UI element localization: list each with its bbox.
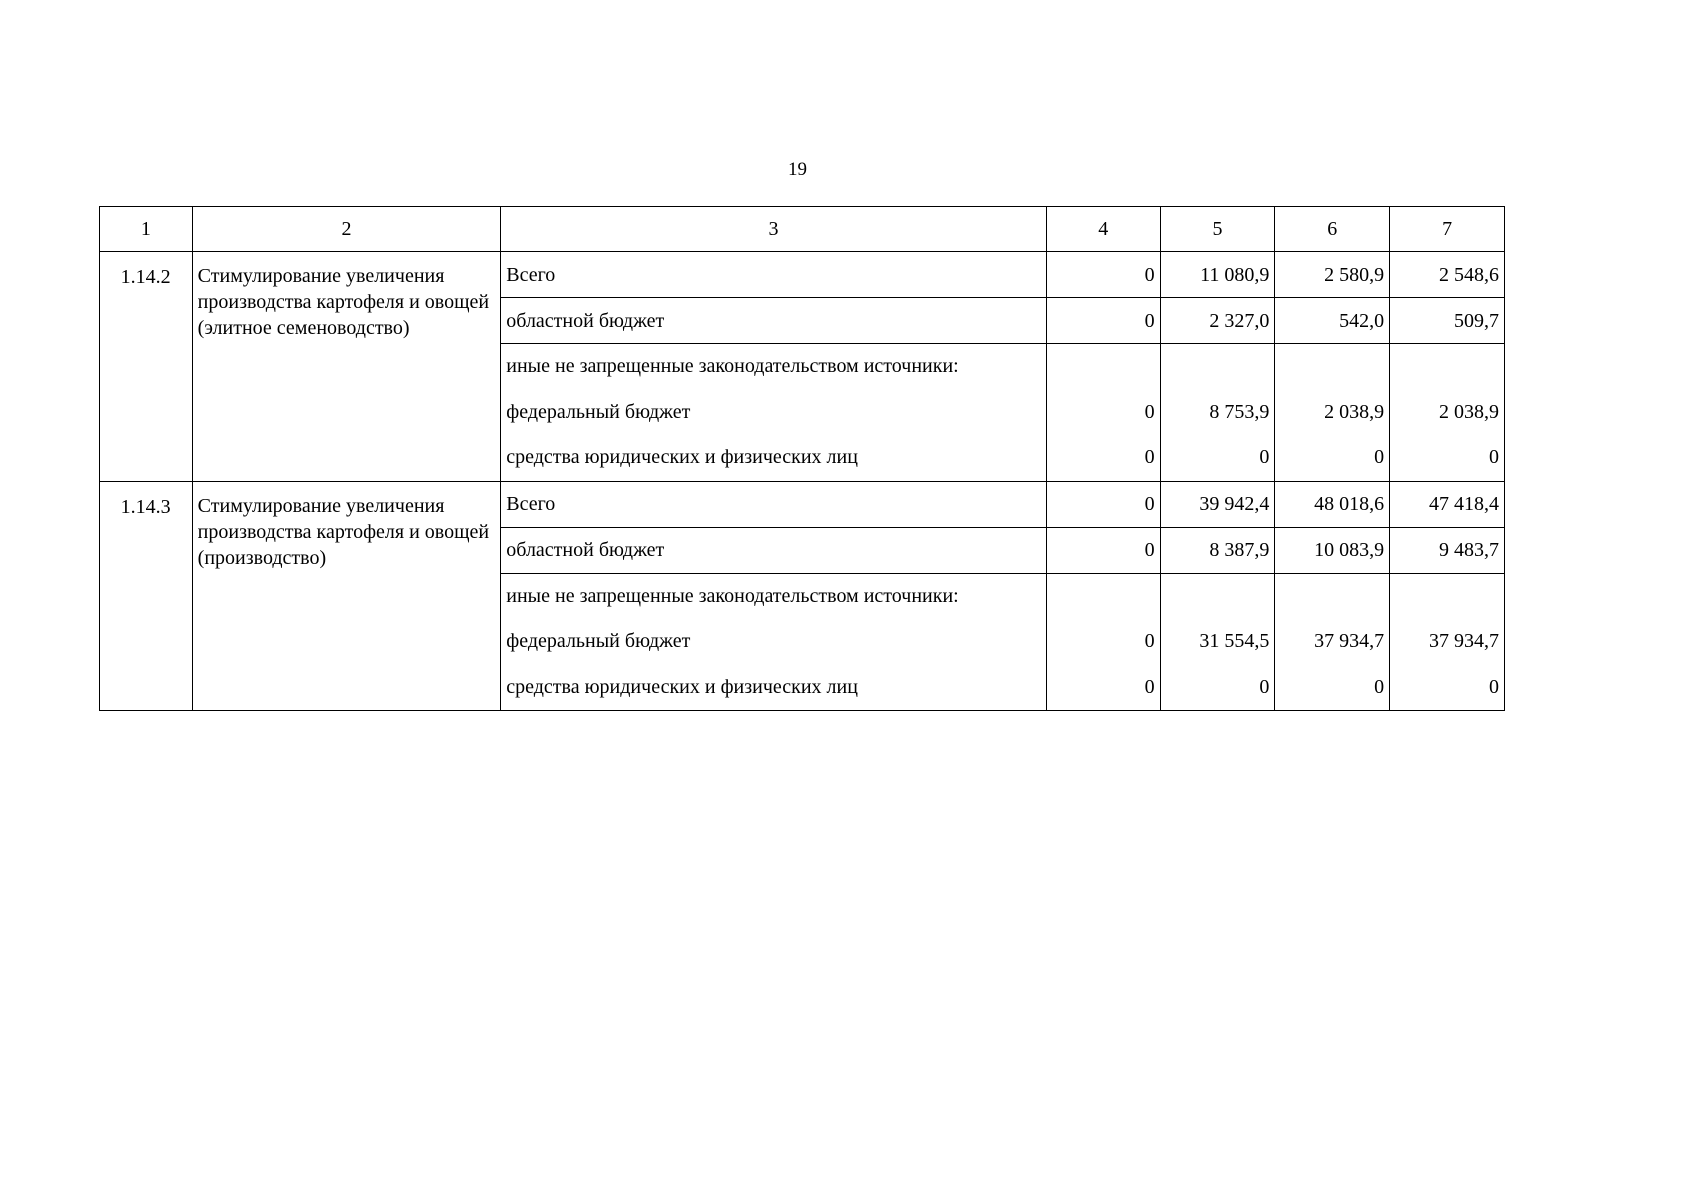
value-cell: 0 [1144,675,1155,698]
funding-source-label: Всего [501,481,1047,527]
other-sources-header: иные не запрещенные законодательством источники: [506,584,959,607]
value-cell: 2 038,9 [1324,400,1385,423]
value-cell: 31 554,5 [1199,630,1270,652]
value-cell: 0 [1259,675,1270,698]
value-cell: 0 [1374,675,1385,698]
value-cell: 48 018,6 [1275,481,1390,527]
value-cell: 0 [1374,446,1385,468]
value-cell-group [1160,573,1275,711]
value-cell-group [1390,573,1505,711]
value-cell: 0 [1046,527,1160,573]
funding-source-label: Всего [501,252,1047,298]
value-cell-group [1275,573,1390,711]
budget-table [99,206,1505,711]
value-cell: 8 753,9 [1209,400,1270,423]
other-sources-labels [501,573,1047,711]
value-cell: 0 [1489,675,1499,698]
value-cell-group [1160,344,1275,482]
table-row-total [100,252,1505,298]
item-code: 1.14.3 [100,481,193,711]
item-name: Стимулирование увеличения производства картофеля и овощей (производство) [192,481,501,711]
column-number: 5 [1160,207,1275,252]
value-cell: 2 548,6 [1390,252,1505,298]
value-cell: 0 [1259,446,1270,468]
value-cell: 47 418,4 [1390,481,1505,527]
column-number: 3 [501,207,1047,252]
funding-source-label: федеральный бюджет [506,400,691,423]
value-cell: 2 327,0 [1160,298,1275,344]
value-cell: 0 [1046,252,1160,298]
funding-source-label: федеральный бюджет [506,630,691,652]
value-cell: 8 387,9 [1160,527,1275,573]
other-sources-labels [501,344,1047,482]
column-number-row [100,207,1505,252]
item-name: Стимулирование увеличения производства картофеля и овощей (элитное семеноводство) [192,252,501,482]
column-number: 7 [1390,207,1505,252]
funding-source-label: областной бюджет [501,298,1047,344]
value-cell: 39 942,4 [1160,481,1275,527]
value-cell: 0 [1046,298,1160,344]
table-row-total [100,481,1505,527]
value-cell-group [1390,344,1505,482]
value-cell: 0 [1046,481,1160,527]
value-cell: 0 [1144,630,1155,652]
funding-source-label: областной бюджет [501,527,1047,573]
value-cell-group [1046,344,1160,482]
value-cell: 11 080,9 [1160,252,1275,298]
value-cell: 0 [1489,446,1499,468]
funding-source-label: средства юридических и физических лиц [506,446,858,468]
value-cell-group [1046,573,1160,711]
value-cell: 509,7 [1390,298,1505,344]
column-number: 6 [1275,207,1390,252]
column-number: 1 [100,207,193,252]
value-cell: 0 [1144,400,1155,423]
item-code: 1.14.2 [100,252,193,482]
page-number: 19 [788,159,807,180]
value-cell: 9 483,7 [1390,527,1505,573]
value-cell: 2 580,9 [1275,252,1390,298]
value-cell: 37 934,7 [1314,630,1385,652]
value-cell: 0 [1144,446,1155,468]
column-number: 2 [192,207,501,252]
value-cell: 2 038,9 [1439,400,1499,423]
value-cell: 37 934,7 [1429,630,1499,652]
other-sources-header: иные не запрещенные законодательством источники: [506,355,959,377]
funding-source-label: средства юридических и физических лиц [506,675,858,698]
column-number: 4 [1046,207,1160,252]
value-cell: 542,0 [1275,298,1390,344]
value-cell: 10 083,9 [1275,527,1390,573]
value-cell-group [1275,344,1390,482]
